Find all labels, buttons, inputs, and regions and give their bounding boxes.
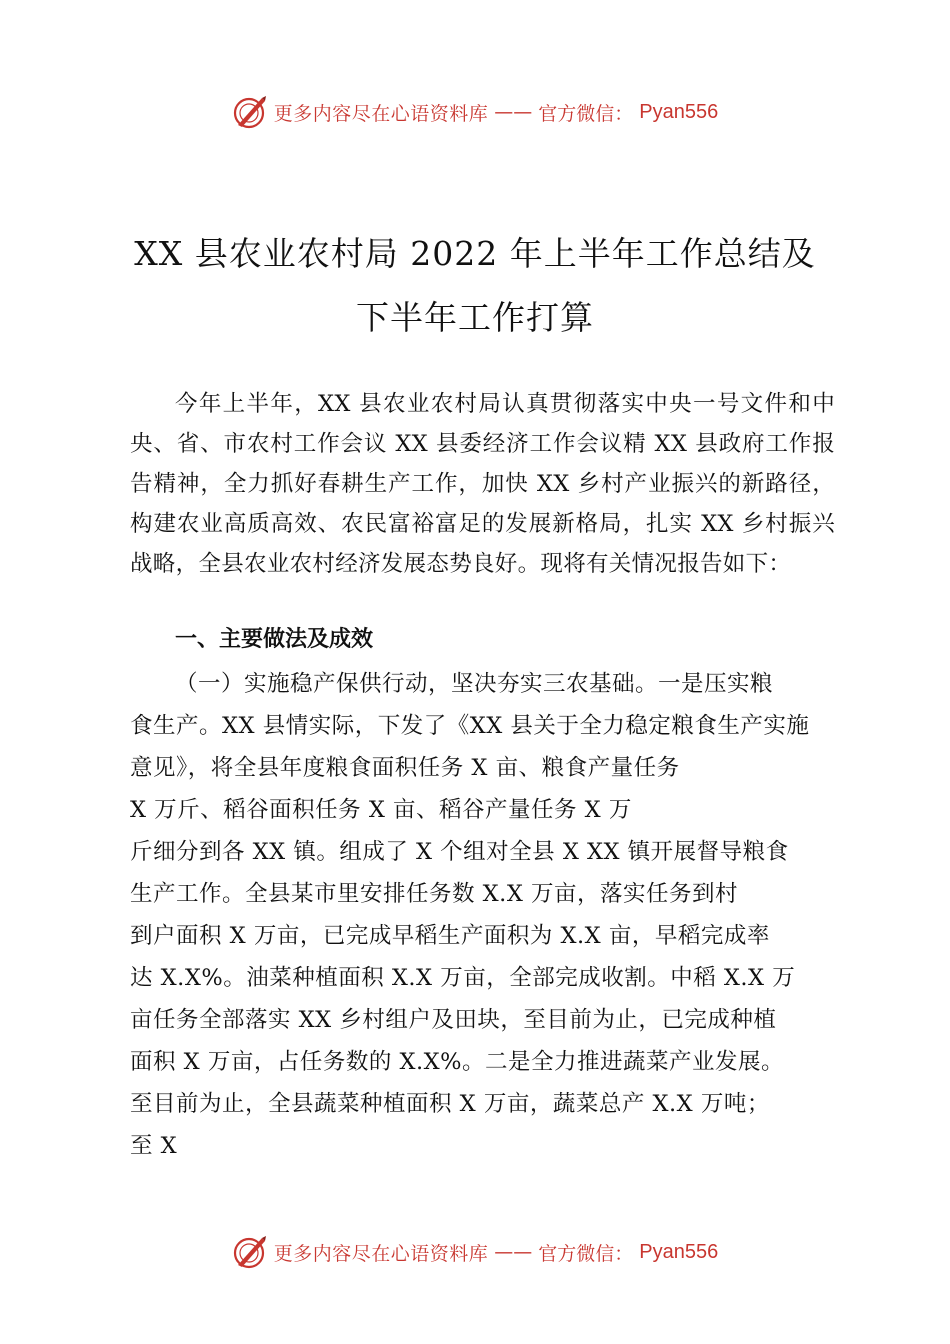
text-line: 至目前为止，全县蔬菜种植面积 X 万亩，蔬菜总产 X.X 万吨； — [130, 1091, 770, 1117]
text-line: 生产工作。全县某市里安排任务数 X.X 万亩，落实任务到村 — [130, 881, 738, 907]
text-line: （一）实施稳产保供行动，坚决夯实三农基础。一是压实粮 — [175, 671, 774, 697]
header-banner — [0, 94, 950, 130]
text-line: 至 X — [130, 1133, 178, 1159]
document-title-line-2: 下半年工作打算 — [356, 298, 594, 337]
quill-seal-icon — [232, 94, 268, 130]
text-line: 到户面积 X 万亩，已完成早稻生产面积为 X.X 亩，早稻完成率 — [130, 923, 770, 949]
banner-wechat-id: Pyan556 — [639, 100, 719, 123]
document-title-line-1: XX 县农业农村局 2022 年上半年工作总结及 — [134, 234, 816, 273]
text-line: X 万斤、稻谷面积任务 X 亩、稻谷产量任务 X 万 — [130, 797, 632, 823]
text-line: 亩任务全部落实 XX 乡村组户及田块，至目前为止，已完成种植 — [130, 1007, 777, 1033]
banner-wechat-label: 官方微信： — [538, 1242, 634, 1265]
text-line: 达 X.X%。油菜种植面积 X.X 万亩，全部完成收割。中稻 X.X 万 — [130, 965, 796, 991]
banner-wechat-id: Pyan556 — [639, 1240, 719, 1263]
text-line: 意见》，将全县年度粮食面积任务 X 亩、粮食产量任务 — [130, 755, 680, 781]
text-line: 食生产。XX 县情实际，下发了《XX 县关于全力稳定粮食生产实施 — [130, 713, 810, 739]
banner-text: 更多内容尽在心语资料库 — [273, 102, 489, 125]
intro-paragraph: 今年上半年，XX 县农业农村局认真贯彻落实中央一号文件和中央、省、市农村工作会议 XX 县委经济工作会议精 XX 县政府工作报告精神，全力抓好春耕生产工作，加快 XX 乡村产业振兴的新路径，构建农业高质高效、农民富裕富足的发展新格局，扎实 XX 乡村振兴战略，全县农业农村经济发展态势良好。现将有关情况报告如下： — [130, 391, 835, 577]
banner-wechat-label: 官方微信： — [538, 102, 634, 125]
text-line: 斤细分到各 XX 镇。组成了 X 个组对全县 X XX 镇开展督导粮食 — [130, 839, 789, 865]
banner-separator: —— — [494, 101, 533, 123]
banner-separator: —— — [494, 1241, 533, 1263]
footer-banner — [0, 1234, 950, 1270]
section-heading: 一、主要做法及成效 — [175, 627, 374, 652]
banner-text: 更多内容尽在心语资料库 — [273, 1242, 489, 1265]
text-line: 面积 X 万亩，占任务数的 X.X%。二是全力推进蔬菜产业发展。 — [130, 1049, 785, 1075]
quill-seal-icon — [232, 1234, 268, 1270]
